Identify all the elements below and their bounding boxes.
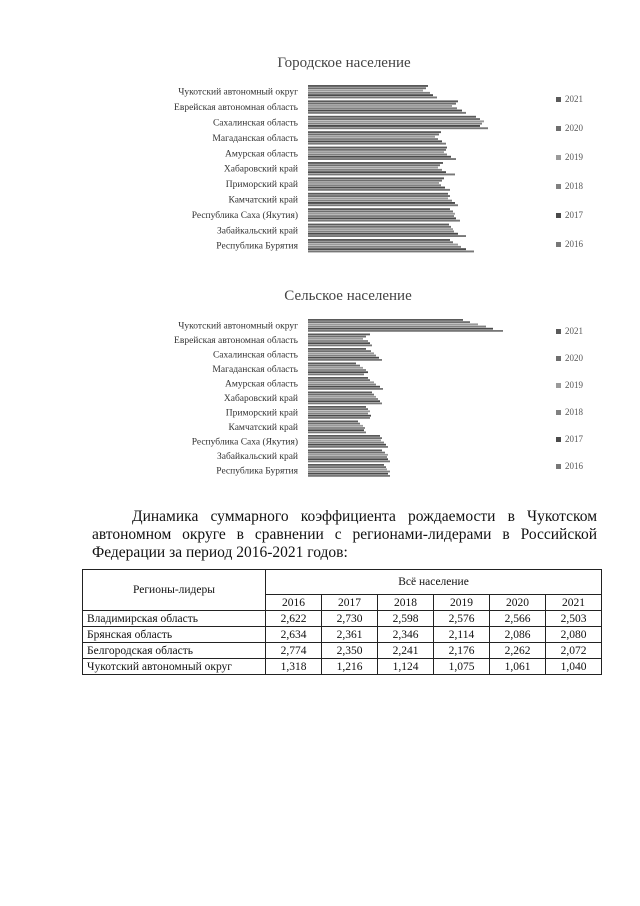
bar-2017	[308, 458, 388, 460]
legend-label: 2016	[565, 239, 583, 249]
category-label: Еврейская автономная область	[174, 103, 298, 114]
bar-2016	[308, 432, 366, 434]
bar-2019	[308, 228, 453, 230]
table-cell: 2,080	[546, 627, 602, 643]
bar-2016	[308, 417, 370, 419]
header-regions: Регионы-лидеры	[83, 570, 266, 611]
bar-2021	[308, 224, 449, 226]
bar-2018	[308, 169, 442, 171]
bar-2016	[308, 127, 488, 129]
year-header: 2020	[490, 595, 546, 611]
bar-2016	[308, 235, 466, 237]
category-label: Хабаровский край	[223, 393, 298, 404]
table-cell: 2,262	[490, 643, 546, 659]
table-cell: 2,566	[490, 611, 546, 627]
bar-2020	[308, 103, 456, 105]
bar-2017	[308, 171, 446, 173]
year-header: 2018	[378, 595, 434, 611]
legend-swatch	[556, 329, 561, 334]
bar-2016	[308, 475, 390, 477]
table-cell: 1,075	[434, 659, 490, 675]
bar-2020	[308, 394, 374, 396]
rural-population-chart	[0, 278, 640, 493]
table-cell: 1,318	[266, 659, 322, 675]
category-label: Камчатский край	[228, 422, 298, 433]
table-cell: 2,361	[322, 627, 378, 643]
bar-2021	[308, 363, 356, 365]
urban-population-chart	[0, 40, 640, 270]
bar-2020	[308, 336, 366, 338]
bar-2021	[308, 208, 450, 210]
bar-2019	[308, 244, 458, 246]
bar-2017	[308, 357, 379, 359]
bar-2019	[308, 105, 452, 107]
table-cell: 2,634	[266, 627, 322, 643]
bar-2018	[308, 200, 452, 202]
table-row	[83, 659, 602, 675]
legend-swatch	[556, 464, 561, 469]
bar-2020	[308, 466, 386, 468]
bar-2016	[308, 143, 446, 145]
year-header: 2019	[434, 595, 490, 611]
bar-2016	[308, 220, 460, 222]
legend-label: 2021	[565, 94, 583, 104]
bar-2018	[308, 231, 454, 233]
year-header: 2016	[266, 595, 322, 611]
bar-2018	[308, 107, 457, 109]
category-label: Забайкальский край	[217, 226, 298, 237]
bar-2021	[308, 348, 366, 350]
table-cell: 2,350	[322, 643, 378, 659]
bar-2018	[308, 340, 368, 342]
bar-2017	[308, 371, 368, 373]
table-cell: 1,216	[322, 659, 378, 675]
bar-2018	[308, 246, 461, 248]
bar-2020	[308, 195, 450, 197]
legend-swatch	[556, 213, 561, 218]
bar-2019	[308, 120, 484, 122]
bar-2016	[308, 112, 466, 114]
legend-swatch	[556, 97, 561, 102]
bar-2016	[308, 374, 364, 376]
region-name: Чукотский автономный округ	[83, 659, 266, 675]
bar-2019	[308, 454, 388, 456]
bar-2021	[308, 85, 428, 87]
bar-2021	[308, 435, 380, 437]
bar-2018	[308, 413, 368, 415]
legend-label: 2018	[565, 181, 583, 191]
bar-2018	[308, 184, 441, 186]
bar-2018	[308, 215, 454, 217]
bar-2020	[308, 134, 439, 136]
category-label: Республика Саха (Якутия)	[191, 210, 298, 221]
category-label: Еврейская автономная область	[174, 335, 298, 346]
table-cell: 2,503	[546, 611, 602, 627]
bar-2019	[308, 367, 363, 369]
bar-2016	[308, 345, 372, 347]
table-cell: 1,061	[490, 659, 546, 675]
legend-label: 2021	[565, 326, 583, 336]
bar-2017	[308, 400, 380, 402]
bar-2019	[308, 468, 387, 470]
table-cell: 2,086	[490, 627, 546, 643]
category-label: Республика Бурятия	[216, 241, 298, 252]
bar-2019	[308, 352, 374, 354]
bar-2018	[308, 384, 376, 386]
legend-swatch	[556, 155, 561, 160]
bar-2021	[308, 116, 476, 118]
legend-label: 2020	[565, 353, 583, 363]
legend-label: 2017	[565, 434, 583, 444]
region-name: Владимирская область	[83, 611, 266, 627]
table-cell: 2,114	[434, 627, 490, 643]
bar-2018	[308, 369, 366, 371]
table-cell: 2,576	[434, 611, 490, 627]
bar-2016	[308, 461, 390, 463]
table-row	[83, 611, 602, 627]
category-label: Чукотский автономный округ	[178, 87, 298, 98]
bar-2021	[308, 392, 372, 394]
table-cell: 2,072	[546, 643, 602, 659]
bar-2017	[308, 125, 480, 127]
bar-2021	[308, 162, 443, 164]
category-label: Амурская область	[224, 149, 298, 160]
chart-title: Городское население	[277, 55, 411, 71]
legend-swatch	[556, 410, 561, 415]
bar-2019	[308, 213, 455, 215]
bar-2020	[308, 241, 453, 243]
legend-swatch	[556, 356, 561, 361]
table-header-row	[83, 570, 602, 595]
bar-2019	[308, 396, 376, 398]
legend-swatch	[556, 184, 561, 189]
year-header: 2017	[322, 595, 378, 611]
table-cell: 2,774	[266, 643, 322, 659]
legend-label: 2019	[565, 152, 583, 162]
category-label: Забайкальский край	[217, 451, 298, 462]
bar-2020	[308, 379, 370, 381]
bar-2021	[308, 239, 450, 241]
category-label: Республика Бурятия	[216, 466, 298, 477]
bar-2017	[308, 328, 493, 330]
bar-2018	[308, 123, 482, 125]
bar-2017	[308, 202, 455, 204]
bar-2020	[308, 350, 371, 352]
bar-2017	[308, 473, 388, 475]
category-label: Приморский край	[225, 408, 298, 419]
bar-2018	[308, 398, 378, 400]
bar-2017	[308, 140, 442, 142]
bar-2019	[308, 439, 381, 441]
bar-2017	[308, 429, 364, 431]
bar-2019	[308, 167, 438, 169]
legend-label: 2017	[565, 210, 583, 220]
bar-2016	[308, 158, 456, 160]
header-all-population: Всё население	[266, 570, 602, 595]
table-cell: 2,346	[378, 627, 434, 643]
bar-2020	[308, 408, 368, 410]
bar-2021	[308, 131, 441, 133]
bar-2021	[308, 177, 444, 179]
bar-2017	[308, 444, 386, 446]
category-label: Чукотский автономный округ	[178, 321, 298, 332]
bar-2020	[308, 87, 426, 89]
table-cell: 1,040	[546, 659, 602, 675]
bar-2021	[308, 193, 448, 195]
bar-2016	[308, 251, 474, 253]
bar-2019	[308, 197, 448, 199]
category-label: Магаданская область	[212, 133, 298, 144]
year-header: 2021	[546, 595, 602, 611]
chart-title: Сельское население	[284, 288, 412, 304]
bar-2017	[308, 110, 462, 112]
legend-swatch	[556, 126, 561, 131]
legend-swatch	[556, 383, 561, 388]
category-label: Хабаровский край	[223, 164, 298, 175]
bar-2018	[308, 427, 365, 429]
bar-2016	[308, 189, 450, 191]
bar-2019	[308, 323, 478, 325]
legend-swatch	[556, 242, 561, 247]
bar-2017	[308, 248, 466, 250]
bar-2019	[308, 410, 370, 412]
bar-2017	[308, 342, 370, 344]
legend-swatch	[556, 437, 561, 442]
region-name: Белгородская область	[83, 643, 266, 659]
bar-2019	[308, 90, 423, 92]
bar-2021	[308, 147, 447, 149]
bar-2020	[308, 180, 442, 182]
bar-2019	[308, 425, 363, 427]
bar-2018	[308, 92, 430, 94]
bar-2019	[308, 381, 374, 383]
bar-2018	[308, 154, 447, 156]
table-row	[83, 643, 602, 659]
bar-2018	[308, 471, 390, 473]
bar-2020	[308, 118, 480, 120]
bar-2017	[308, 415, 371, 417]
bar-2018	[308, 138, 438, 140]
bar-2018	[308, 456, 387, 458]
bar-2021	[308, 319, 463, 321]
bar-2020	[308, 149, 446, 151]
table-cell: 2,241	[378, 643, 434, 659]
bar-2021	[308, 377, 368, 379]
bar-2021	[308, 406, 366, 408]
category-label: Приморский край	[225, 180, 298, 191]
bar-2020	[308, 423, 360, 425]
bar-2021	[308, 464, 384, 466]
bar-2019	[308, 338, 363, 340]
bar-2021	[308, 421, 358, 423]
bar-2017	[308, 386, 380, 388]
bar-2021	[308, 100, 458, 102]
bar-2020	[308, 365, 360, 367]
bar-2016	[308, 204, 458, 206]
table-cell: 2,598	[378, 611, 434, 627]
category-label: Магаданская область	[212, 364, 298, 375]
category-label: Сахалинская область	[212, 118, 298, 129]
bar-2016	[308, 330, 503, 332]
category-label: Республика Саха (Якутия)	[191, 437, 298, 448]
bar-2020	[308, 452, 385, 454]
legend-label: 2016	[565, 461, 583, 471]
legend-label: 2020	[565, 123, 583, 133]
bar-2017	[308, 187, 445, 189]
bar-2021	[308, 334, 370, 336]
table-cell: 2,730	[322, 611, 378, 627]
bar-2021	[308, 450, 382, 452]
bar-2016	[308, 97, 437, 99]
bar-2020	[308, 226, 451, 228]
bar-2017	[308, 94, 433, 96]
bar-2016	[308, 359, 382, 361]
bar-2017	[308, 217, 456, 219]
legend-label: 2018	[565, 407, 583, 417]
bar-2017	[308, 156, 451, 158]
bar-2020	[308, 211, 453, 213]
table-cell: 1,124	[378, 659, 434, 675]
bar-2016	[308, 403, 382, 405]
bar-2017	[308, 233, 458, 235]
bar-2018	[308, 326, 486, 328]
category-label: Амурская область	[224, 379, 298, 390]
bar-2019	[308, 136, 435, 138]
bar-2016	[308, 388, 383, 390]
bar-2019	[308, 182, 439, 184]
bar-2019	[308, 151, 444, 153]
region-name: Брянская область	[83, 627, 266, 643]
category-label: Сахалинская область	[212, 350, 298, 361]
bar-2016	[308, 174, 455, 176]
legend-label: 2019	[565, 380, 583, 390]
table-cell: 2,622	[266, 611, 322, 627]
table-row	[83, 627, 602, 643]
bar-2020	[308, 321, 470, 323]
fertility-table	[82, 569, 602, 675]
table-cell: 2,176	[434, 643, 490, 659]
bar-2020	[308, 437, 382, 439]
bar-2020	[308, 164, 440, 166]
bar-2016	[308, 446, 388, 448]
category-label: Камчатский край	[228, 195, 298, 206]
bar-2018	[308, 355, 376, 357]
bar-2018	[308, 442, 384, 444]
description-paragraph: Динамика суммарного коэффициента рождаемости в Чукотском автономном округе в сравнении с регионами-лидерами в Российской Федерации за период 2016-2021 годов:	[92, 508, 597, 561]
